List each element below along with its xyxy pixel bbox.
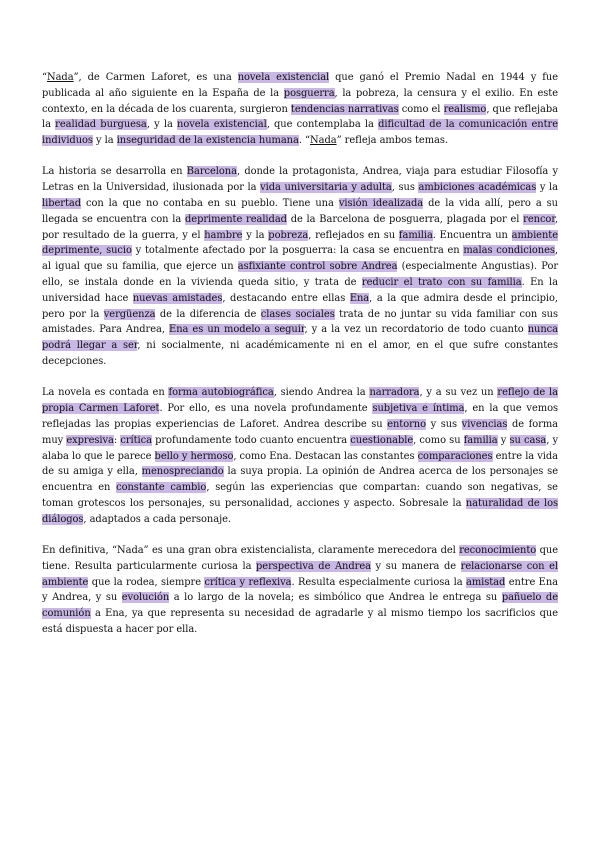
highlighted-phrase: vida universitaria y adulta	[260, 182, 392, 194]
text-run: de la Barcelona de posguerra, plagada por el	[286, 213, 524, 225]
text-run: a lo largo de la novela; es simbólico que Andrea le entrega su	[169, 592, 502, 604]
highlighted-phrase: ambiente deprimente, sucio	[42, 229, 559, 257]
text-run: ”, de Carmen Laforet, es una	[73, 72, 238, 83]
text-run: . En la universidad hace	[42, 277, 558, 304]
highlighted-phrase: amistad	[465, 576, 506, 588]
highlighted-phrase: familia	[398, 229, 433, 241]
highlighted-phrase: crítica y reflexiva	[204, 576, 292, 588]
text-run: y su manera de	[370, 560, 461, 572]
text-run: En definitiva, “Nada” es una gran obra existencialista, claramente merecedora del	[42, 545, 460, 557]
paragraph-1	[42, 70, 558, 149]
text-run: la suya propia. La opinión de Andrea acerca de los personajes se encuentra en	[42, 466, 558, 494]
text-run: y la	[242, 229, 269, 241]
highlighted-phrase: visión idealizada	[338, 198, 424, 210]
highlighted-phrase: evolución	[121, 592, 170, 604]
highlighted-phrase: cuestionable	[350, 434, 414, 446]
highlighted-phrase: pobreza	[268, 229, 309, 241]
highlighted-phrase: naturalidad de los diálogos	[42, 497, 558, 525]
highlighted-phrase: pañuelo de comunión	[42, 592, 558, 620]
text-run: , a la que admira desde el principio, pero por la	[42, 292, 558, 320]
highlighted-phrase: reducir el trato con su familia	[361, 277, 522, 289]
highlighted-phrase: rencor	[523, 213, 555, 225]
text-run: , y alaba lo que le parece	[42, 434, 558, 462]
highlighted-phrase: nunca podrá llegar a ser	[42, 324, 558, 352]
paragraph-4	[42, 543, 558, 638]
text-run: , como su	[413, 434, 464, 446]
text-run: (especialmente Angustias). Por ello, se instala donde en la vivienda queda sitio, y trata de	[42, 261, 559, 289]
highlighted-phrase: narradora	[369, 387, 420, 399]
text-run: entre Ena y Andrea, y su	[42, 576, 558, 604]
text-run: como el	[398, 103, 444, 115]
highlighted-phrase: comparaciones	[417, 450, 493, 462]
highlighted-phrase: hambre	[204, 229, 243, 241]
text-run: entre la vida de su amiga y ella,	[42, 450, 558, 478]
highlighted-phrase: realismo	[443, 103, 487, 115]
highlighted-phrase: nuevas amistades	[132, 292, 223, 304]
highlighted-phrase: menospreciando	[141, 466, 224, 478]
text-run: , reflejados en su	[308, 229, 399, 241]
paragraph-3	[42, 385, 558, 527]
text-run: y la	[92, 135, 117, 147]
highlighted-phrase: Ena	[349, 292, 370, 304]
text-run: , adaptados a cada personaje.	[83, 513, 231, 525]
text-run: que tiene. Resulta particularmente curiosa la	[42, 545, 558, 572]
text-run: , destacando entre ellas	[222, 292, 350, 304]
highlighted-phrase: constante cambio	[116, 482, 207, 494]
highlighted-phrase: posguerra	[283, 87, 335, 99]
highlighted-phrase: libertad	[42, 198, 81, 210]
highlighted-phrase: inseguridad de la existencia humana	[116, 135, 299, 147]
highlighted-phrase: perspectiva de Andrea	[256, 560, 371, 572]
text-run: que ganó el Premio Nadal en 1944 y fue publicada al año siguiente en la España de la	[42, 72, 558, 99]
highlighted-phrase: subjetiva e íntima	[372, 403, 465, 415]
text-run: que la rodea, siempre	[88, 576, 205, 588]
paragraph-2	[42, 164, 558, 369]
highlighted-phrase: expresiva	[66, 434, 114, 446]
text-run: de la diferencia de	[155, 308, 261, 320]
highlighted-phrase: malas condiciones	[463, 245, 555, 257]
highlighted-phrase: entorno	[387, 418, 426, 430]
highlighted-phrase: crítica	[120, 434, 152, 446]
document-page	[42, 70, 558, 653]
highlighted-phrase: tendencias narrativas	[290, 103, 399, 115]
text-run: de forma muy	[42, 418, 558, 446]
text-run: , y la	[146, 119, 178, 131]
text-run: profundamente todo cuanto encuentra	[151, 434, 351, 446]
text-run: , ni socialmente, ni académicamente ni en el amor, en el que sufre constantes decepciones.	[42, 340, 558, 368]
highlighted-phrase: novela existencial	[237, 72, 330, 83]
highlighted-phrase: vivencias	[461, 418, 508, 430]
text-run: , la pobreza, la censura y el exilio. En este contexto, en la década de los cuarenta, surgieron	[42, 87, 558, 115]
highlighted-phrase: relacionarse con el ambiente	[42, 560, 558, 588]
highlighted-phrase: clases sociales	[260, 308, 335, 320]
underlined-title: Nada	[47, 72, 74, 83]
text-run: “	[42, 72, 47, 83]
text-run: y sus	[425, 418, 462, 430]
highlighted-phrase: vergüenza	[103, 308, 156, 320]
highlighted-phrase: novela existencial	[177, 119, 267, 131]
text-run: ” refleja ambos temas.	[336, 135, 448, 147]
text-run: , que contemplaba la	[266, 119, 379, 131]
text-run: , por resultado de la guerra, y el	[42, 213, 558, 241]
text-run: :	[113, 434, 121, 446]
text-run: con la que no contaba en su pueblo. Tiene una	[80, 198, 339, 210]
text-run: , siendo Andrea la	[273, 387, 370, 399]
highlighted-phrase: reconocimiento	[459, 545, 537, 557]
text-run: La novela es contada en	[42, 387, 169, 399]
text-run: , como Ena. Destacan las constantes	[233, 450, 418, 462]
highlighted-phrase: Ena es un modelo a seguir	[169, 324, 305, 336]
text-run: , en la que vemos reflejadas las propias experiencias de Laforet. Andrea describe su	[42, 403, 558, 430]
text-run: y totalmente afectado por la posguerra: la casa se encuentra en	[131, 245, 464, 257]
text-run: , según las experiencias que compartan: cuando son negativas, se toman grotescos los personajes, su personalidad, acciones y aspecto. Sobresale la	[42, 482, 558, 509]
text-run: , sus	[391, 182, 419, 194]
highlighted-phrase: su casa	[509, 434, 547, 446]
text-run: . Encuentra un	[432, 229, 512, 241]
text-run: , al igual que su familia, que ejerce un	[42, 245, 558, 273]
text-run: , que reflejaba la	[42, 103, 558, 131]
highlighted-phrase: asfixiante control sobre Andrea	[237, 261, 398, 273]
highlighted-phrase: bello y hermoso	[154, 450, 234, 462]
text-run: , y a la vez un recordatorio de todo cuanto	[304, 324, 528, 336]
text-run: , y a su vez un	[419, 387, 498, 399]
text-run: . Por ello, es una novela profundamente	[159, 403, 373, 415]
highlighted-phrase: reflejo de la propia Carmen Laforet	[42, 387, 558, 415]
text-run: , donde la protagonista, Andrea, viaja para estudiar Filosofía y Letras en la Universidad, ilusionada por la	[42, 166, 558, 194]
text-run: de la vida allí, pero a su llegada se encuentra con la	[42, 198, 558, 225]
text-run: y la	[536, 182, 558, 194]
text-run: La historia se desarrolla en	[42, 166, 187, 178]
text-run: . Resulta especialmente curiosa la	[291, 576, 466, 588]
highlighted-phrase: familia	[463, 434, 498, 446]
highlighted-phrase: ambiciones académicas	[418, 182, 537, 194]
text-run: trata de no juntar su vida familiar con sus amistades. Para Andrea,	[42, 308, 558, 336]
text-run: a Ena, ya que representa su necesidad de agradarle y al mismo tiempo los sacrificios que está dispuesta a hacer por ella.	[42, 608, 558, 635]
highlighted-phrase: deprimente realidad	[185, 213, 287, 225]
underlined-title: Nada	[310, 135, 337, 147]
text-run: y	[497, 434, 510, 446]
highlighted-phrase: Barcelona	[186, 166, 237, 178]
text-run: . “	[298, 135, 311, 147]
highlighted-phrase: realidad burguesa	[55, 119, 147, 131]
highlighted-phrase: dificultad de la comunicación entre individuos	[42, 119, 558, 147]
highlighted-phrase: forma autobiográfica	[168, 387, 274, 399]
